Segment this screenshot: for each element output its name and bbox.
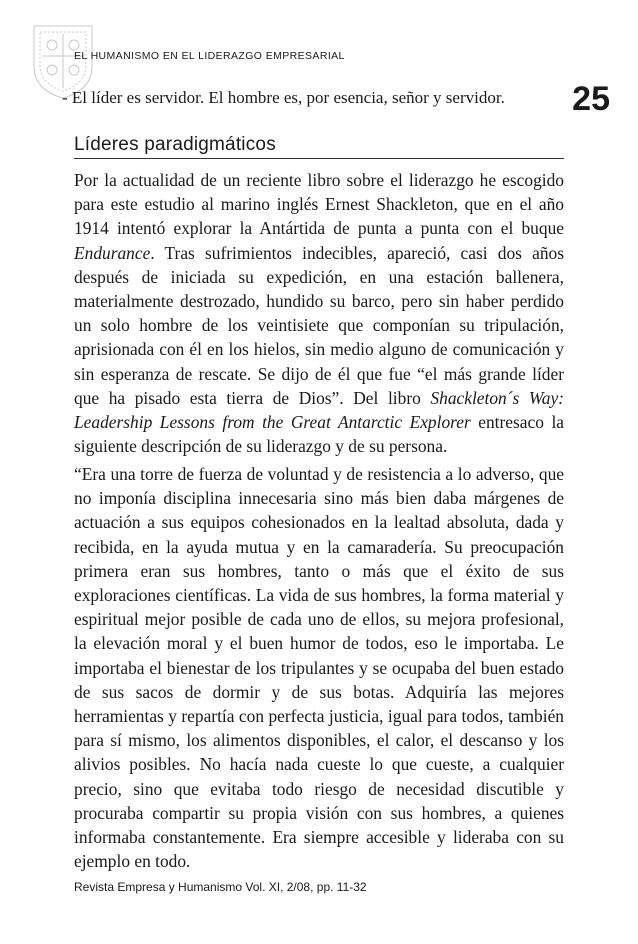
footer-citation: Revista Empresa y Humanismo Vol. XI, 2/08, pp. 11-32 [74,880,367,894]
running-head: EL HUMANISMO EN EL LIDERAZGO EMPRESARIAL [74,50,345,62]
paragraph-1-middle: . Tras sufrimientos indecibles, apareció, casi dos años después de iniciada su expedición, en una estación ballenera, materialmente destrozado, hundido su barco, pero sin haber perdido un solo hombre de los veintisiete que componían su tripulación, aprisionada con él en los hielos, sin medio alguno de comunicación y sin esperanza de rescate. Se dijo de él que fue “el más grande líder que ha pisado esta tierra de Dios”. Del libro [74,242,564,408]
ship-name: Endurance [74,242,151,263]
book-title: Shackleton´s Way: Leadership Lessons from the Great Antarctic Explorer [74,387,564,433]
paragraph-1-intro: Por la actualidad de un reciente libro sobre el liderazgo he escogido para este estudio al marino inglés Ernest Shackleton, que en el año 1914 intentó explorar la Antártida de punta a punta con el buque [74,170,564,239]
paragraph-1 [74,168,564,458]
paragraph-1-ending: entresaco la siguiente descripción de su liderazgo y de su persona. [74,412,564,457]
page-number: 25 [572,80,610,118]
quote-line: - El líder es servidor. El hombre es, por esencia, señor y servidor. [62,88,505,107]
paragraph-2: “Era una torre de fuerza de voluntad y de resistencia a lo adverso, que no imponía disciplina innecesaria sino más bien daba márgenes de actuación a sus equipos cohesionados en la lealtad absoluta, dada y recibida, en la ayuda mutua y en la camaradería. Su preocupación primera eran sus hombres, tanto o más que el éxito de sus exploraciones científicas. La vida de sus hombres, la forma material y espiritual mejor posible de cada uno de ellos, su mejora profesional, la elevación moral y el buen humor de todos, eso le importaba. Le importaba el bienestar de los tripulantes y se ocupaba del buen estado de sus sacos de dormir y de sus botas. Adquiría las mejores herramientas y repartía con perfecta justicia, igual para todos, también para sí mismo, los alimentos disponibles, el calor, el descanso y los alivios posibles. No hacía nada cueste lo que cueste, a cualquier precio, sino que evitaba todo riesgo de necesidad discutible y procuraba compartir su propia visión con sus hombres, a quienes informaba constantemente. Era siempre accesible y lideraba con su ejemplo en todo. [74,464,564,872]
section-heading: Líderes paradigmáticos [74,134,564,159]
